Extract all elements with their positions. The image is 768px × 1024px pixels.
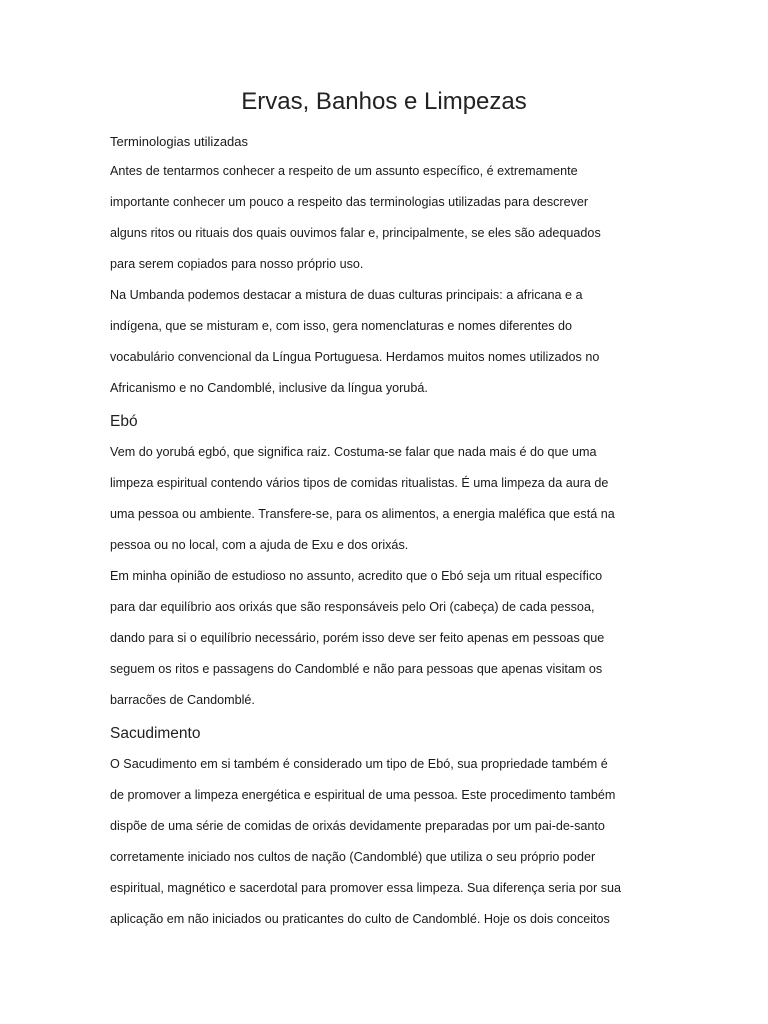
text-line: aplicação em não iniciados ou praticantes do culto de Candomblé. Hoje os dois conceitos [110, 912, 610, 926]
document-body [110, 128, 650, 935]
text-line: pessoa ou no local, com a ajuda de Exu e dos orixás. [110, 538, 409, 552]
text-line: corretamente iniciado nos cultos de nação (Candomblé) que utiliza o seu próprio poder [110, 850, 596, 864]
text-line: espiritual, magnético e sacerdotal para promover essa limpeza. Sua diferença seria por sua [110, 881, 622, 895]
text-line: Vem do yorubá egbó, que significa raiz. Costuma-se falar que nada mais é do que uma [110, 445, 597, 459]
text-line: alguns ritos ou rituais dos quais ouvimos falar e, principalmente, se eles são adequados [110, 226, 601, 240]
text-line: seguem os ritos e passagens do Candomblé e não para pessoas que apenas visitam os [110, 662, 603, 676]
paragraph [110, 561, 650, 716]
text-line: Na Umbanda podemos destacar a mistura de duas culturas principais: a africana e a [110, 288, 583, 302]
text-line: limpeza espiritual contendo vários tipos de comidas ritualistas. É uma limpeza da aura de [110, 476, 609, 490]
paragraph [110, 156, 650, 280]
text-line: Em minha opinião de estudioso no assunto, acredito que o Ebó seja um ritual específico [110, 569, 603, 583]
text-line: importante conhecer um pouco a respeito das terminologias utilizadas para descrever [110, 195, 589, 209]
text-line: indígena, que se misturam e, com isso, gera nomenclaturas e nomes diferentes do [110, 319, 573, 333]
section-heading-sacudimento: Sacudimento [110, 725, 201, 742]
document-title: Ervas, Banhos e Limpezas [241, 88, 527, 115]
subheading: Terminologias utilizadas [110, 134, 249, 149]
paragraph [110, 437, 650, 561]
text-line: Africanismo e no Candomblé, inclusive da língua yorubá. [110, 381, 428, 395]
paragraph [110, 280, 650, 404]
text-line: vocabulário convencional da Língua Portuguesa. Herdamos muitos nomes utilizados no [110, 350, 600, 364]
text-line: barracões de Candomblé. [110, 693, 255, 707]
text-line: O Sacudimento em si também é considerado um tipo de Ebó, sua propriedade também é [110, 757, 608, 771]
text-line: Antes de tentarmos conhecer a respeito de um assunto específico, é extremamente [110, 164, 578, 178]
text-line: de promover a limpeza energética e espiritual de uma pessoa. Este procedimento também [110, 788, 616, 802]
paragraph [110, 749, 650, 935]
text-line: dispõe de uma série de comidas de orixás devidamente preparadas por um pai-de-santo [110, 819, 605, 833]
text-line: uma pessoa ou ambiente. Transfere-se, para os alimentos, a energia maléfica que está na [110, 507, 615, 521]
text-line: para dar equilíbrio aos orixás que são responsáveis pelo Ori (cabeça) de cada pessoa, [110, 600, 595, 614]
text-line: para serem copiados para nosso próprio uso. [110, 257, 364, 271]
section-heading-ebo: Ebó [110, 413, 138, 430]
text-line: dando para si o equilíbrio necessário, porém isso deve ser feito apenas em pessoas que [110, 631, 605, 645]
